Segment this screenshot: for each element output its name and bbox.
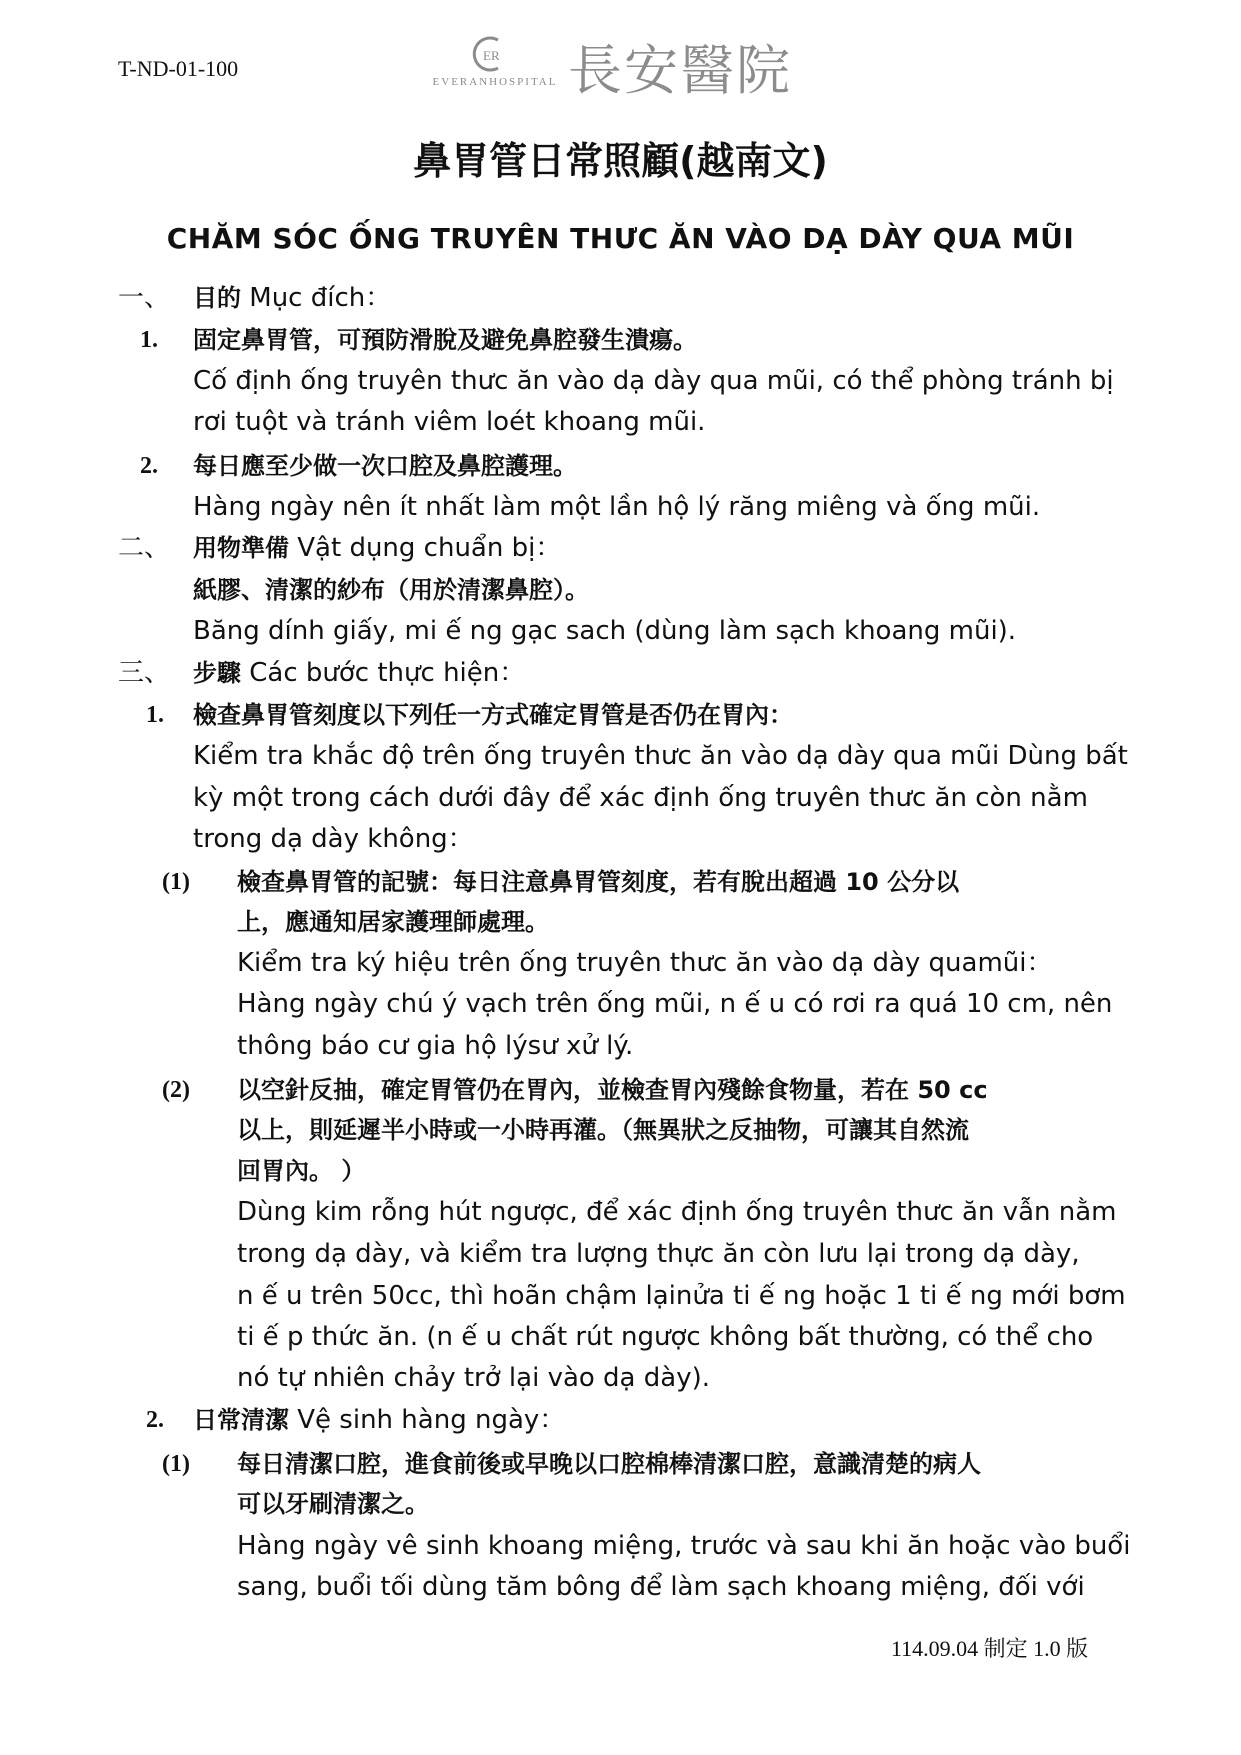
item-text-vi: rơi tuột và tránh viêm loét khoang mũi. (193, 407, 706, 437)
item-text-vi: trong dạ dày không： (193, 824, 474, 854)
subitem-text-zh: 可以牙刷清潔之。 (237, 1490, 429, 1518)
subitem-text-zh: 檢查鼻胃管的記號：每日注意鼻胃管刻度，若有脫出超過 10 公分以 (237, 868, 960, 896)
item-heading-zh: 日常清潔 (193, 1406, 289, 1434)
logo-cjk-text: 長安醫院 (568, 39, 792, 102)
item-heading-daily-cleaning (193, 1404, 565, 1436)
supplies-text-zh: 紙膠、清潔的紗布（用於清潔鼻腔）。 (193, 576, 589, 604)
hospital-emblem-icon (468, 34, 512, 74)
item-text-vi: Hàng ngày nên ít nhất làm một lần hộ lý răng miêng và ống mũi. (193, 492, 1041, 522)
subitem-number: (1) (162, 869, 190, 895)
subitem-text-vi: Hàng ngày vê sinh khoang miệng, trước và sau khi ăn hoặc vào buổi (237, 1531, 1131, 1561)
item-text-zh: 每日應至少做一次口腔及鼻腔護理。 (193, 452, 577, 480)
subitem-text-vi: Dùng kim rỗng hút ngược, để xác định ống truyên thưc ăn vẫn nằm (237, 1197, 1117, 1227)
subitem-text-zh: 每日清潔口腔，進食前後或早晚以口腔棉棒清潔口腔，意識清楚的病人 (237, 1450, 981, 1478)
subitem-text-zh: 上，應通知居家護理師處理。 (237, 908, 549, 936)
section-number: 一、 (118, 283, 171, 313)
section-title-zh: 步驟 (193, 659, 241, 687)
subitem-text-zh: 以空針反抽，確定胃管仍在胃內，並檢查胃內殘餘食物量，若在 50 cc (237, 1076, 988, 1104)
section-number: 三、 (118, 658, 171, 688)
item-text-vi: Kiểm tra khắc độ trên ống truyên thưc ăn vào dạ dày qua mũi Dùng bất (193, 741, 1128, 771)
subitem-text-zh: 以上，則延遲半小時或一小時再灌。（無異狀之反抽物，可讓其自然流 (237, 1116, 969, 1144)
section-title-vi: Các bước thực hiện： (241, 658, 526, 688)
section-title-zh: 用物準備 (193, 534, 289, 562)
subitem-text-vi: sang, buổi tối dùng tăm bông để làm sạch khoang miệng, đối với (237, 1572, 1085, 1602)
supplies-text-vi: Băng dính giấy, mi ế ng gạc sach (dùng làm sạch khoang mũi). (193, 616, 1017, 646)
svg-text:ER: ER (483, 48, 500, 63)
section-title-purpose (193, 282, 391, 314)
subitem-text-vi: nó tự nhiên chảy trở lại vào dạ dày). (237, 1363, 710, 1393)
subitem-number: (1) (162, 1451, 190, 1477)
hospital-logo (420, 30, 840, 102)
subitem-text-vi: ti ế p thức ăn. (n ế u chất rút ngược không bất thường, có thể cho (237, 1322, 1094, 1352)
subitem-text-zh: 回胃內。 ） (237, 1157, 366, 1185)
item-heading-vi: Vệ sinh hàng ngày： (289, 1405, 566, 1435)
page-title: 鼻胃管日常照顧(越南文) (413, 139, 828, 183)
item-number: 2. (146, 1407, 164, 1433)
section-number: 二、 (118, 533, 171, 563)
subitem-text-vi: Kiểm tra ký hiệu trên ống truyên thưc ăn vào dạ dày quamũi： (237, 948, 1053, 978)
item-number: 1. (140, 327, 158, 353)
page-subtitle: CHĂM SÓC ỐNG TRUYÊN THƯC ĂN VÀO DẠ DÀY QUA MŨI (166, 222, 1075, 255)
section-title-vi: Mục đích： (241, 283, 392, 313)
section-heading-purpose (118, 282, 170, 314)
document-version-footer: 114.09.04 制定 1.0 版 (891, 1636, 1089, 1661)
item-text-zh: 檢查鼻胃管刻度以下列任一方式確定胃管是否仍在胃內： (193, 701, 793, 729)
subitem-text-vi: trong dạ dày, và kiểm tra lượng thực ăn còn lưu lại trong dạ dày, (237, 1239, 1080, 1269)
item-number: 1. (146, 702, 164, 728)
subitem-number: (2) (162, 1077, 190, 1103)
item-number: 2. (140, 453, 158, 479)
section-title-supplies (193, 532, 561, 564)
document-code: T-ND-01-100 (118, 56, 239, 81)
section-title-zh: 目的 (193, 284, 241, 312)
subitem-text-vi: n ế u trên 50cc, thì hoãn chậm lạinửa ti ế ng hoặc 1 ti ế ng mới bơm (237, 1281, 1126, 1311)
section-heading-supplies (118, 532, 170, 564)
subitem-text-vi: thông báo cư gia hộ lýsư xử lý. (237, 1031, 634, 1061)
logo-latin-text: EVERANHOSPITAL (432, 76, 558, 88)
section-title-vi: Vật dụng chuẩn bị： (289, 533, 562, 563)
item-text-vi: Cố định ống truyên thưc ăn vào dạ dày qua mũi, có thể phòng tránh bị (193, 366, 1114, 396)
subitem-text-vi: Hàng ngày chú ý vạch trên ống mũi, n ế u có rơi ra quá 10 cm, nên (237, 989, 1113, 1019)
item-text-zh: 固定鼻胃管，可預防滑脫及避免鼻腔發生潰瘍。 (193, 326, 697, 354)
section-heading-steps (118, 657, 170, 689)
item-text-vi: kỳ một trong cách dưới đây để xác định ống truyên thưc ăn còn nằm (193, 783, 1088, 813)
section-title-steps (193, 657, 525, 689)
